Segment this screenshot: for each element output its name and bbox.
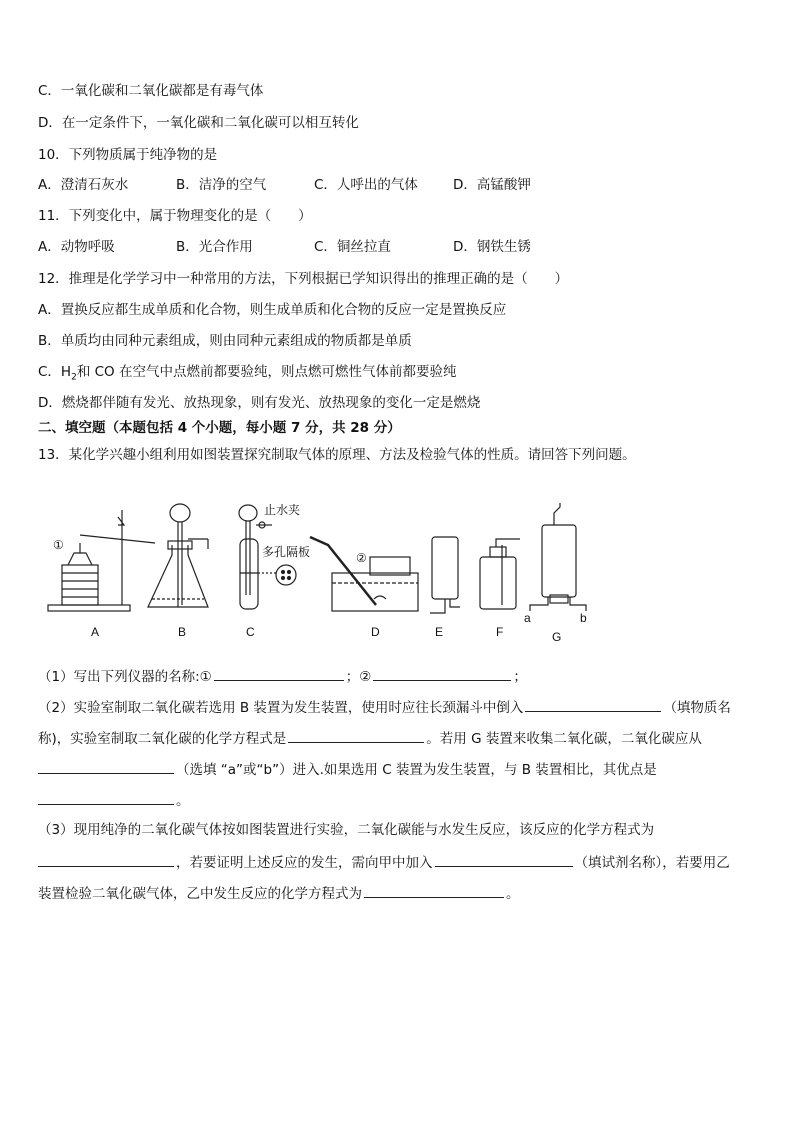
q13-part2-line4: [38, 790, 190, 810]
q13-part3-line1: （3）现用纯净的二氧化碳气体按如图装置进行实验，二氧化碳能与水发生反应，该反应的化学方程式为: [38, 822, 655, 838]
answer-blank-2[interactable]: [373, 666, 511, 681]
q12-option-d: D．燃烧都伴随有发光、放热现象，则有发光、放热现象的变化一定是燃烧: [38, 395, 481, 411]
figure-label-c: C: [246, 625, 255, 639]
figure-label-f: F: [496, 625, 504, 639]
q13-part1-end: ；: [513, 669, 527, 685]
q13-part2-l3-post: （选填 “a”或“b”）进入.如果选用 C 装置为发生装置，与 B 装置相比，其优点是: [176, 762, 657, 778]
q10-stem: 10．下列物质属于纯净物的是: [38, 147, 218, 163]
apparatus-e: [430, 537, 460, 613]
q10-option-a: A．澄清石灰水: [38, 177, 129, 193]
q12-option-a: A．置换反应都生成单质和化合物，则生成单质和化合物的反应一定是置换反应: [38, 302, 507, 318]
apparatus-f: [480, 539, 520, 609]
apparatus-b: [148, 504, 208, 607]
q13-stem: 13．某化学兴趣小组利用如图装置探究制取气体的原理、方法及检验气体的性质。请回答下列问题。: [38, 447, 636, 463]
answer-blank-8[interactable]: [435, 852, 573, 867]
q11-option-a: A．动物呼吸: [38, 239, 115, 255]
q13-part3-l3-post: 。: [506, 886, 520, 902]
q13-part2-line1: [38, 697, 731, 717]
port-a-label: a: [524, 611, 531, 625]
q13-part3-line3: [38, 883, 520, 903]
q13-part2-l4-post: 。: [176, 793, 190, 809]
q13-part2-l1-text: （2）实验室制取二氧化碳若选用 B 装置为发生装置，使用时应往长颈漏斗中倒入: [38, 700, 524, 716]
subscript-2: 2: [71, 372, 77, 383]
q11-option-b: B．光合作用: [176, 239, 253, 255]
figure-label-a: A: [91, 625, 100, 639]
q13-part1-mid: ；②: [345, 669, 372, 685]
q11-stem: 11．下列变化中，属于物理变化的是（ ）: [38, 208, 312, 224]
q12-option-c-prefix: C．H: [38, 364, 72, 380]
q13-part1: [38, 666, 527, 686]
q12-option-c-text: 和 CO 在空气中点燃前都要验纯，则点燃可燃性气体前都要验纯: [76, 364, 457, 380]
q12-option-b: B．单质均由同种元素组成，则由同种元素组成的物质都是单质: [38, 333, 412, 349]
q11-option-c: C．铜丝拉直: [314, 239, 391, 255]
stopcock-label: 止水夹: [264, 503, 301, 517]
q10-option-d: D．高锰酸钾: [453, 177, 531, 193]
q13-part2-l2-post: 。若用 G 装置来收集二氧化碳，二氧化碳应从: [426, 731, 702, 747]
q13-part3-l3-text: 装置检验二氧化碳气体，乙中发生反应的化学方程式为: [38, 886, 362, 902]
q10-option-b: B．洁净的空气: [176, 177, 267, 193]
q13-part3-line2: [38, 852, 730, 872]
figure-circle-1: ①: [53, 538, 64, 552]
q10-option-c: C．人呼出的气体: [314, 177, 418, 193]
q13-part1-prefix: （1）写出下列仪器的名称:①: [38, 669, 212, 685]
q9-option-c: C．一氧化碳和二氧化碳都是有毒气体: [38, 83, 264, 99]
figure-label-e: E: [435, 625, 444, 639]
section-heading: 二、填空题（本题包括 4 个小题，每小题 7 分，共 28 分）: [38, 420, 401, 436]
apparatus-figure: [40, 495, 600, 645]
answer-blank-3[interactable]: [525, 697, 661, 712]
q13-part2-l2-text: 称)，实验室制取二氧化碳的化学方程式是: [38, 731, 287, 747]
answer-blank-7[interactable]: [38, 852, 174, 867]
q13-part3-l2-post: （填试剂名称），若要用乙: [574, 855, 730, 871]
answer-blank-9[interactable]: [364, 883, 504, 898]
q12-stem: 12．推理是化学学习中一种常用的方法，下列根据已学知识得出的推理正确的是（ ）: [38, 271, 569, 287]
answer-blank-1[interactable]: [214, 666, 344, 681]
apparatus-a: [48, 510, 155, 611]
apparatus-g: [530, 503, 586, 611]
apparatus-d: [310, 537, 418, 611]
answer-blank-6[interactable]: [38, 790, 174, 805]
q13-part2-l1-post: （填物质名: [663, 700, 731, 716]
answer-blank-5[interactable]: [38, 759, 174, 774]
port-b-label: b: [580, 611, 587, 625]
q11-option-d: D．钢铁生锈: [453, 239, 531, 255]
q13-part2-line2: [38, 728, 702, 748]
figure-label-b: B: [178, 625, 187, 639]
q13-part2-line3: [38, 759, 657, 779]
porous-plate-label: 多孔隔板: [262, 545, 311, 559]
figure-label-g: G: [552, 630, 562, 644]
figure-circle-2: ②: [356, 551, 367, 565]
apparatus-drawing: [40, 495, 600, 645]
q9-option-d: D．在一定条件下，一氧化碳和二氧化碳可以相互转化: [38, 115, 359, 131]
q12-option-c: [38, 363, 456, 387]
q13-part3-l2-mid: ，若要证明上述反应的发生，需向甲中加入: [176, 855, 433, 871]
figure-label-d: D: [371, 625, 380, 639]
answer-blank-4[interactable]: [288, 728, 424, 743]
